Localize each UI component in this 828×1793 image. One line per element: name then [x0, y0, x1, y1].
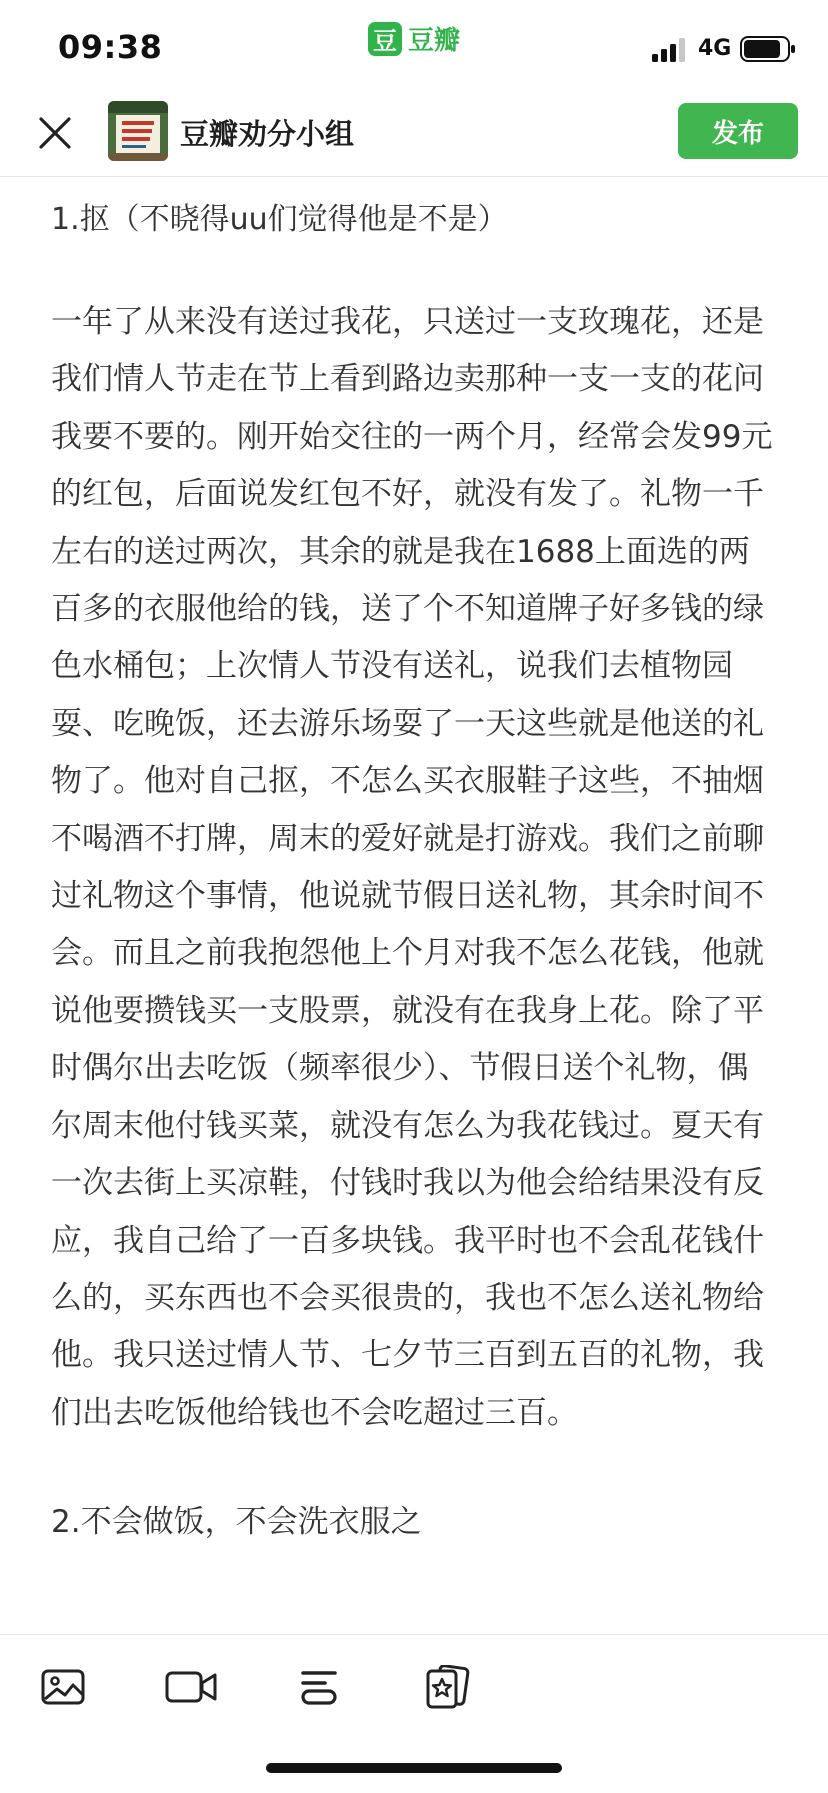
- close-button[interactable]: [30, 108, 80, 158]
- app-name: 豆瓣: [408, 26, 461, 56]
- group-avatar[interactable]: [108, 101, 168, 161]
- network-label: 4G: [698, 36, 732, 61]
- post-heading: 1.抠（不晓得uu们觉得他是不是）: [51, 202, 508, 237]
- publish-button[interactable]: 发布: [678, 103, 798, 159]
- app-badge: [368, 20, 460, 57]
- post-editor-content[interactable]: [51, 176, 777, 1634]
- battery-icon: [740, 36, 796, 62]
- douban-app-icon: 豆: [368, 22, 402, 56]
- insert-rating-card-button[interactable]: [419, 1659, 475, 1715]
- group-name[interactable]: 豆瓣劝分小组: [180, 117, 355, 151]
- post-body-paragraph: 一年了从来没有送过我花，只送过一支玫瑰花，还是我们情人节走在节上看到路边卖那种一支一支的花问我要不要的。刚开始交往的一两个月，经常会发99元的红包，后面说发红包不好，就没有发了。礼物一千左右的送过两次，其余的就是我在1688上面选的两百多的衣服他给的钱，送了个不知道牌子好多钱的绿色水桶包；上次情人节没有送礼，说我们去植物园耍、吃晚饭，还去游乐场耍了一天这些就是他送的礼物了。他对自己抠，不怎么买衣服鞋子这些，不抽烟不喝酒不打牌，周末的爱好就是打游戏。我们之前聊过礼物这个事情，他说就节假日送礼物，其余时间不会。而且之前我抱怨他上个月对我不怎么花钱，他就说他要攒钱买一支股票，就没有在我身上花。除了平时偶尔出去吃饭（频率很少）、节假日送个礼物，偶尔周末他付钱买菜，就没有怎么为我花钱过。夏天有一次去街上买凉鞋，付钱时我以为他会给结果没有反应，我自己给了一百多块钱。我平时也不会乱花钱什么的，买东西也不会买很贵的，我也不怎么送礼物给他。我只送过情人节、七夕节三百到五百的礼物，我们出去吃饭他给钱也不会吃超过三百。: [51, 304, 773, 1431]
- status-bar: [0, 0, 828, 96]
- video-icon: [165, 1669, 217, 1705]
- signal-icon: [652, 38, 692, 62]
- bottom-toolbar: [0, 1634, 828, 1793]
- status-time: 09:38: [58, 28, 163, 66]
- close-icon: [38, 116, 72, 150]
- home-indicator: [266, 1763, 562, 1773]
- image-icon: [41, 1667, 85, 1707]
- insert-image-button[interactable]: [35, 1659, 91, 1715]
- star-card-icon: [424, 1665, 470, 1709]
- insert-video-button[interactable]: [163, 1659, 219, 1715]
- text-format-icon: [299, 1667, 339, 1707]
- nav-header: [0, 96, 828, 177]
- post-next-line: 2.不会做饭，不会洗衣服之: [51, 1504, 422, 1541]
- text-format-button[interactable]: [291, 1659, 347, 1715]
